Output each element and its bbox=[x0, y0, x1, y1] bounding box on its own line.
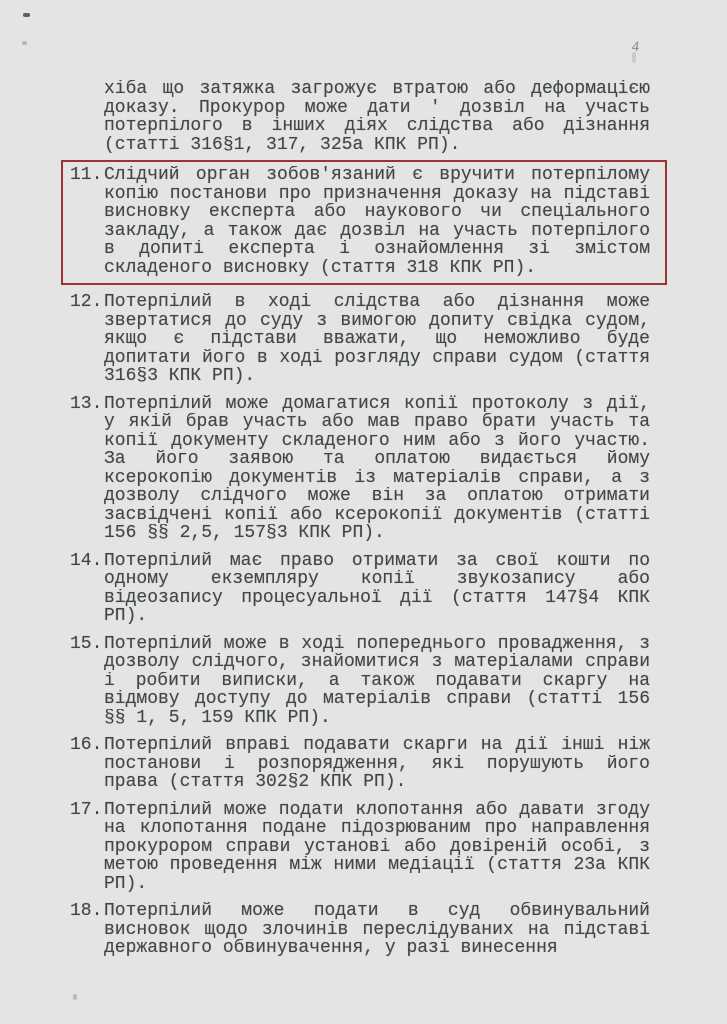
text-line: (статті 316§1, 317, 325а КПК РП). bbox=[104, 135, 461, 154]
paragraph-lines bbox=[104, 552, 650, 626]
text-line: РП). bbox=[104, 607, 148, 626]
item-number: 15. bbox=[70, 633, 103, 654]
paragraph-lines bbox=[104, 166, 650, 277]
paragraph-lines bbox=[104, 736, 650, 792]
document-content bbox=[70, 80, 650, 958]
numbered-paragraph bbox=[70, 552, 650, 626]
text-line: доказу. Прокурор може дати ' дозвіл на участь bbox=[104, 98, 650, 117]
text-line: §§ 1, 5, 159 КПК РП). bbox=[104, 708, 331, 727]
text-line: складеного висновку (стаття 318 КПК РП). bbox=[104, 258, 537, 277]
text-line: допитати його в ході розгляду справи судом (стаття bbox=[104, 348, 650, 367]
scan-artifact bbox=[73, 994, 77, 1000]
item-number: 18. bbox=[70, 901, 103, 921]
text-line: Потерпілий вправі подавати скарги на дії інші ніж bbox=[104, 736, 650, 755]
text-line: ксерокопію документів із матеріалів справи, а з bbox=[104, 468, 650, 487]
text-line: РП). bbox=[104, 874, 148, 893]
text-line: на клопотання подане підозрюваним про направлення bbox=[104, 819, 650, 838]
numbered-paragraph bbox=[70, 635, 650, 728]
text-line: висновку експерта або наукового чи спеціального bbox=[104, 203, 650, 222]
item-number: 12. bbox=[70, 292, 103, 312]
text-line: потерпілого в інших діях слідства або дізнання bbox=[104, 117, 650, 136]
numbered-paragraph bbox=[70, 293, 650, 386]
text-line: відеозапису процесуальної дії (стаття 147§4 КПК bbox=[104, 588, 650, 607]
intro-paragraph bbox=[104, 80, 650, 154]
text-line: дозволу слідчого може він за оплатою отримати bbox=[104, 487, 650, 506]
scan-artifact bbox=[632, 52, 636, 63]
text-line: 156 §§ 2,5, 157§3 КПК РП). bbox=[104, 524, 385, 543]
text-line: прокурором справи установі або довіреній особі, з bbox=[104, 837, 650, 856]
text-line: 316§3 КПК РП). bbox=[104, 367, 256, 386]
text-line: копію постанови про призначення доказу на підставі bbox=[104, 184, 650, 203]
item-number: 17. bbox=[70, 799, 103, 820]
numbered-paragraph-highlighted bbox=[61, 160, 667, 285]
text-line: одному екземпляру копії звукозапису або bbox=[104, 570, 650, 589]
text-line: звертатися до суду з вимогою допиту свідка судом, bbox=[104, 311, 650, 330]
item-number: 11. bbox=[70, 165, 103, 185]
text-line: засвідчені копії або ксерокопії документів (статті bbox=[104, 505, 650, 524]
paragraph-lines bbox=[104, 635, 650, 728]
item-number: 16. bbox=[70, 735, 103, 755]
page-number: 4 bbox=[629, 40, 641, 56]
text-line: копії документу складеного ним або з його участю. bbox=[104, 431, 650, 450]
text-line: хіба що затяжка загрожує втратою або деформацією bbox=[104, 80, 650, 99]
numbered-paragraph bbox=[70, 736, 650, 792]
paragraph-lines bbox=[104, 395, 650, 543]
numbered-paragraph bbox=[70, 395, 650, 543]
scan-artifact bbox=[22, 41, 27, 45]
text-line: Потерпілий може домагатися копії протоколу з дії, bbox=[104, 394, 650, 413]
paragraph-lines bbox=[104, 293, 650, 386]
text-line: метою проведення між ними медіації (стаття 23а КПК bbox=[104, 856, 650, 875]
text-line: Потерпілий може подати в суд обвинувальний bbox=[104, 902, 650, 921]
text-line: в допиті експерта і ознайомлення зі змістом bbox=[104, 240, 650, 259]
paragraph-lines bbox=[104, 801, 650, 894]
text-line: якщо є підстави вважати, що неможливо буде bbox=[104, 330, 650, 349]
text-line: закладу, а також дає дозвіл на участь потерпілого bbox=[104, 221, 650, 240]
scan-artifact bbox=[23, 13, 30, 17]
text-line: у якій брав участь або мав право брати участь та bbox=[104, 413, 650, 432]
text-line: відмову доступу до матеріалів справи (статті 156 bbox=[104, 690, 650, 709]
numbered-paragraph bbox=[70, 801, 650, 894]
text-line: Потерпілий в ході слідства або дізнання може bbox=[104, 293, 650, 312]
text-line: державного обвинувачення, у разі винесення bbox=[104, 939, 558, 958]
text-line: висновок щодо злочинів переслідуваних на підставі bbox=[104, 920, 650, 939]
item-number: 13. bbox=[70, 393, 103, 414]
text-line: Потерпілий має право отримати за свої кошти по bbox=[104, 551, 650, 570]
text-line: права (стаття 302§2 КПК РП). bbox=[104, 773, 407, 792]
text-line: Потерпілий може подати клопотання або давати згоду bbox=[104, 800, 650, 819]
text-line: дозволу слідчого, знайомитися з матеріалами справи bbox=[104, 653, 650, 672]
text-line: постанови і розпорядження, які порушують його bbox=[104, 754, 650, 773]
numbered-paragraph bbox=[70, 902, 650, 958]
text-line: і робити виписки, а також подавати скаргу на bbox=[104, 671, 650, 690]
text-line: За його заявою та оплатою видається йому bbox=[104, 450, 650, 469]
item-number: 14. bbox=[70, 550, 103, 571]
text-line: Слідчий орган зобов'язаний є вручити потерпілому bbox=[104, 166, 650, 185]
text-line: Потерпілий може в ході попереднього провадження, з bbox=[104, 634, 650, 653]
paragraph-lines bbox=[104, 902, 650, 958]
